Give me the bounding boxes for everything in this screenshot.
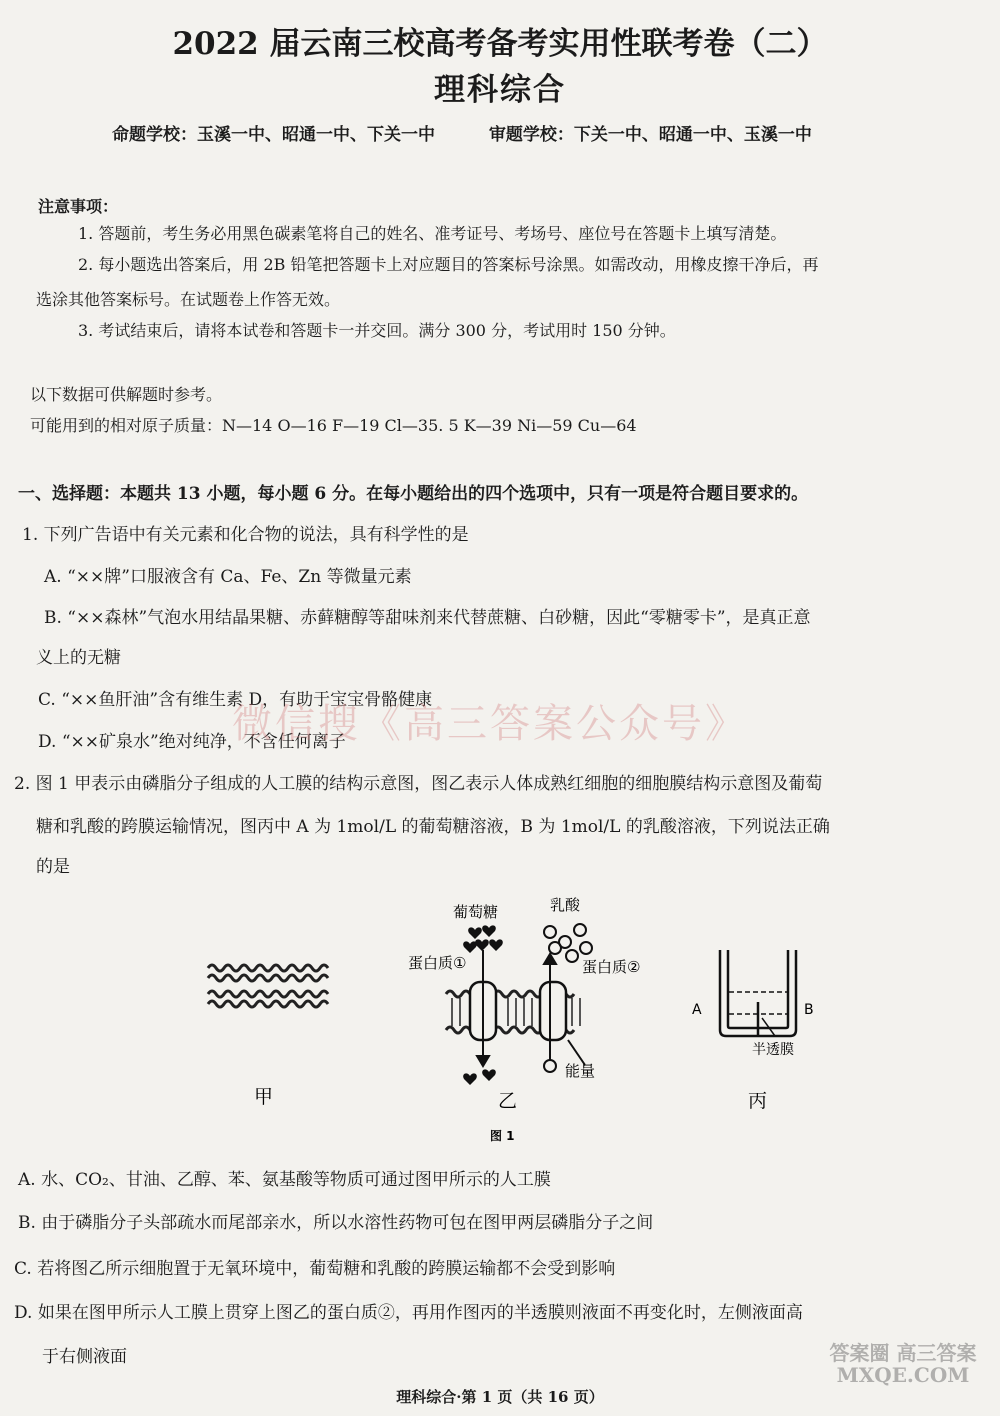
energy-label: 能量 [565, 1062, 596, 1080]
reference-intro: 以下数据可供解题时参考。 [30, 385, 223, 404]
schools-line [112, 120, 860, 145]
reviewing-schools: 审题学校：下关一中、昭通一中、玉溪一中 [488, 125, 812, 145]
q2-option-b: B. 由于磷脂分子头部疏水而尾部亲水，所以水溶性药物可包在图甲两层磷脂分子之间 [18, 1213, 654, 1233]
watermark-text: 微信搜《高三答案公众号》 [232, 701, 748, 747]
glucose-molecules-bottom [463, 1069, 496, 1085]
figure-label-bing: 丙 [748, 1090, 768, 1112]
q1-option-b: B. “××森林”气泡水用结晶果糖、赤藓糖醇等甜味剂来代替蔗糖、白砂糖，因此“零糖零卡”，是真正意 [44, 608, 811, 628]
q1-option-d: D. “××矿泉水”绝对纯净，不含任何离子 [38, 732, 346, 752]
u-tube-diagram-bing [692, 950, 814, 1058]
proposing-schools: 命题学校：玉溪一中、昭通一中、下关一中 [112, 125, 435, 145]
q2-stem-line-1: 2. 图 1 甲表示由磷脂分子组成的人工膜的结构示意图，图乙表示人体成熟红细胞的细胞膜结构示意图及葡萄 [14, 774, 823, 794]
notice-item-2-cont: 选涂其他答案标号。在试题卷上作答无效。 [36, 290, 341, 309]
q2-stem-line-3: 的是 [36, 857, 70, 877]
notice-item-2: 2. 每小题选出答案后，用 2B 铅笔把答题卡上对应题目的答案标号涂黑。如需改动，用橡皮擦干净后，再 [78, 255, 819, 274]
protein-2 [540, 982, 566, 1040]
q1-option-b-cont: 义上的无糖 [36, 648, 121, 668]
q1-option-a: A. “××牌”口服液含有 Ca、Fe、Zn 等微量元素 [44, 567, 412, 587]
figure-1 [190, 890, 840, 1150]
figure-label-yi: 乙 [498, 1090, 518, 1112]
q1-stem: 1. 下列广告语中有关元素和化合物的说法，具有科学性的是 [22, 525, 469, 545]
corner-logo: 答案圈 高三答案 MXQE.COM [829, 1341, 977, 1387]
notice-item-1: 1. 答题前，考生务必用黑色碳素笔将自己的姓名、准考证号、考场号、座位号在答题卡上填写清楚。 [78, 224, 787, 243]
q1-option-c: C. “××鱼肝油”含有维生素 D，有助于宝宝骨骼健康 [38, 690, 433, 710]
figure-label-jia: 甲 [254, 1086, 274, 1108]
notice-item-3: 3. 考试结束后，请将本试卷和答题卡一并交回。满分 300 分，考试用时 150 分钟。 [78, 321, 676, 340]
q2-option-a: A. 水、CO₂、甘油、乙醇、苯、氨基酸等物质可通过图甲所示的人工膜 [18, 1170, 551, 1190]
side-a-label: A [692, 1002, 702, 1018]
page-footer: 理科综合·第 1 页（共 16 页） [396, 1388, 604, 1406]
q2-option-d-cont: 于右侧液面 [42, 1347, 127, 1367]
glucose-molecules-top [463, 925, 503, 953]
atomic-masses: 可能用到的相对原子质量：N—14 O—16 F—19 Cl—35. 5 K—39 Ni—59 Cu—64 [30, 416, 637, 435]
glucose-label: 葡萄糖 [453, 903, 499, 921]
side-b-label: B [804, 1002, 814, 1018]
q2-option-d: D. 如果在图甲所示人工膜上贯穿上图乙的蛋白质②，再用作图丙的半透膜则液面不再变化时，左侧液面高 [14, 1303, 803, 1323]
exam-subject: 理科综合 [434, 72, 566, 108]
q2-option-c: C. 若将图乙所示细胞置于无氧环境中，葡萄糖和乳酸的跨膜运输都不会受到影响 [14, 1259, 616, 1279]
membrane-diagram-jia [208, 965, 328, 1007]
figure-caption: 图 1 [490, 1129, 515, 1143]
lactate-label: 乳酸 [550, 896, 581, 914]
q2-stem-line-2: 糖和乳酸的跨膜运输情况，图丙中 A 为 1mol/L 的葡萄糖溶液，B 为 1mol/L 的乳酸溶液，下列说法正确 [36, 817, 830, 837]
membrane-diagram-yi [408, 896, 640, 1085]
semipermeable-membrane-label: 半透膜 [752, 1042, 794, 1058]
section-heading: 一、选择题：本题共 13 小题，每小题 6 分。在每小题给出的四个选项中，只有一项是符合题目要求的。 [18, 484, 809, 504]
protein-2-label: 蛋白质② [582, 958, 641, 976]
exam-title: 2022 届云南三校高考备考实用性联考卷（二） [172, 26, 828, 62]
notice-heading: 注意事项： [38, 197, 119, 216]
protein-1-label: 蛋白质① [408, 954, 467, 972]
